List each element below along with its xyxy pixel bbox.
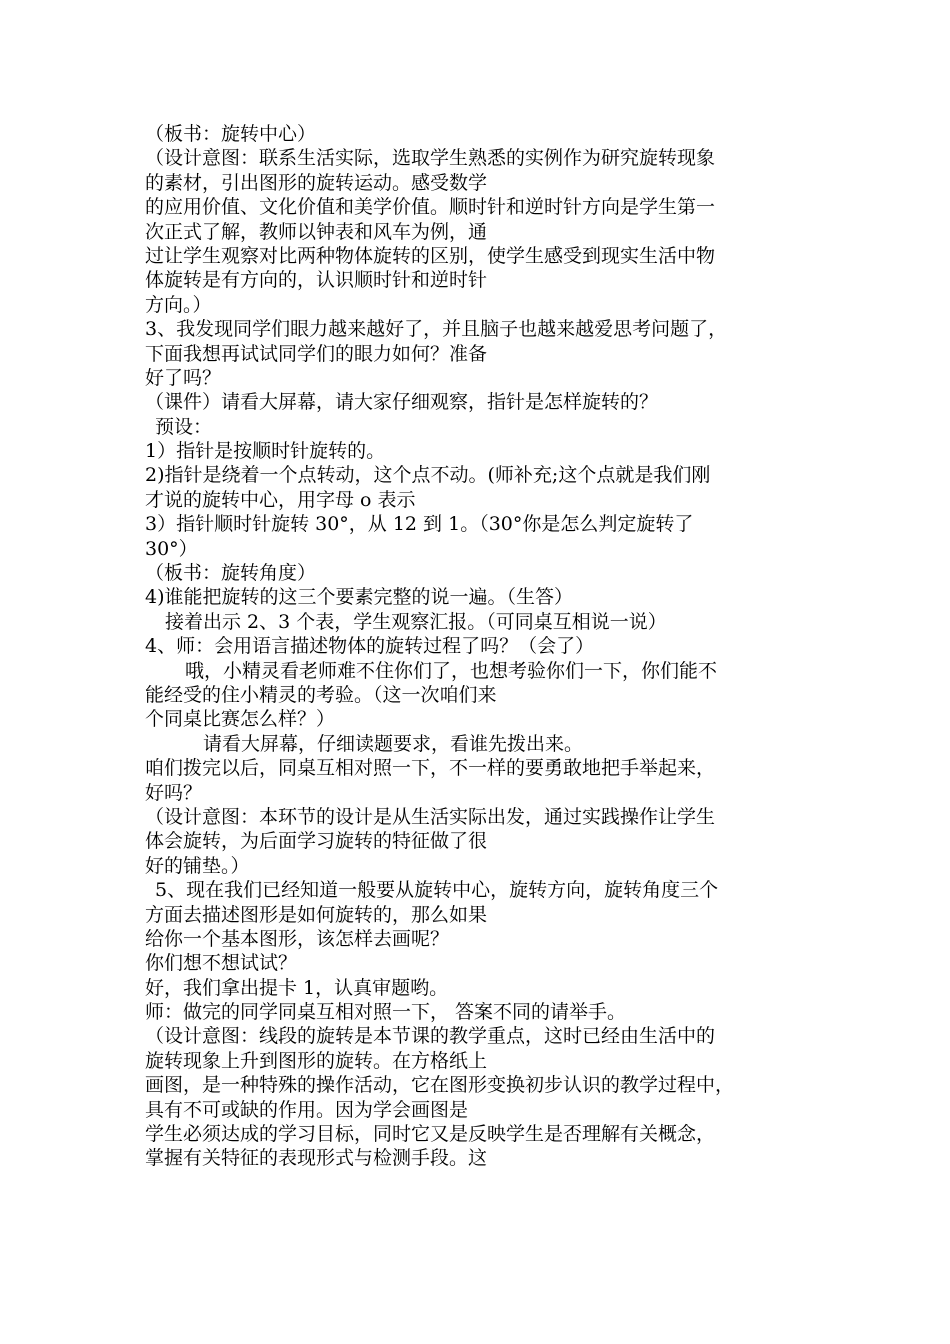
text-line: 请看大屏幕，仔细读题要求，看谁先拨出来。 [203, 732, 584, 755]
text-line: 5、现在我们已经知道一般要从旋转中心，旋转方向，旋转角度三个 [155, 879, 719, 902]
text-line: 次正式了解，教师以钟表和风车为例，通 [145, 220, 488, 243]
text-line: 旋转现象上升到图形的旋转。在方格纸上 [145, 1049, 488, 1072]
text-line: （板书：旋转角度） [145, 562, 317, 585]
text-line: 体旋转是有方向的，认识顺时针和逆时针 [145, 269, 488, 292]
text-line: 接着出示 2、3 个表，学生观察汇报。（可同桌互相说一说） [165, 610, 667, 633]
text-line: 方向。） [145, 293, 212, 316]
text-line: 学生必须达成的学习目标，同时它又是反映学生是否理解有关概念， [145, 1123, 716, 1146]
text-line: （设计意图：线段的旋转是本节课的教学重点，这时已经由生活中的 [145, 1025, 716, 1048]
text-line: （设计意图：联系生活实际，选取学生熟悉的实例作为研究旋转现象 [145, 147, 716, 170]
text-line: 掌握有关特征的表现形式与检测手段。这 [145, 1147, 488, 1170]
text-line: 给你一个基本图形，该怎样去画呢？ [145, 927, 450, 950]
text-line: 能经受的住小精灵的考验。（这一次咱们来 [145, 683, 497, 706]
text-line: 你们想不想试试？ [145, 952, 298, 975]
text-line: 的素材，引出图形的旋转运动。感受数学 [145, 171, 488, 194]
text-line: 的应用价值、文化价值和美学价值。顺时针和逆时针方向是学生第一 [145, 196, 716, 219]
text-line: 具有不可或缺的作用。因为学会画图是 [145, 1098, 469, 1121]
text-line: 3、我发现同学们眼力越来越好了，并且脑子也越来越爱思考问题了， [145, 318, 728, 341]
text-line: 才说的旋转中心，用字母 o 表示 [145, 488, 416, 511]
text-line: 30°） [145, 537, 198, 560]
text-line: 4)谁能把旋转的这三个要素完整的说一遍。（生答） [145, 586, 574, 609]
text-line: 师：做完的同学同桌互相对照一下， 答案不同的请举手。 [145, 1001, 627, 1024]
text-line: 好了吗？ [145, 366, 222, 389]
text-line: 好的铺垫。） [145, 854, 250, 877]
text-line: （设计意图：本环节的设计是从生活实际出发，通过实践操作让学生 [145, 805, 716, 828]
text-line: （板书：旋转中心） [145, 123, 317, 145]
text-line: （课件）请看大屏幕，请大家仔细观察，指针是怎样旋转的？ [145, 391, 659, 414]
text-line: 预设： [155, 415, 213, 438]
text-line: 1）指针是按顺时针旋转的。 [145, 440, 386, 463]
text-line: 哦，小精灵看老师难不住你们了，也想考验你们一下，你们能不 [185, 659, 718, 682]
text-line: 画图，是一种特殊的操作活动，它在图形变换初步认识的教学过程中， [145, 1074, 735, 1097]
document-page [145, 122, 825, 1171]
text-line: 个同桌比赛怎么样？） [145, 708, 336, 731]
text-line: 4、师：会用语言描述物体的旋转过程了吗？（会了） [145, 635, 595, 658]
text-line: 好，我们拿出提卡 1，认真审题哟。 [145, 976, 449, 999]
text-line: 好吗？ [145, 781, 203, 804]
text-line: 下面我想再试试同学们的眼力如何？准备 [145, 342, 488, 365]
text-line: 3）指针顺时针旋转 30°，从 12 到 1。（30°你是怎么判定旋转了 [145, 513, 694, 536]
text-line: 方面去描述图形是如何旋转的，那么如果 [145, 903, 488, 926]
text-line: 过让学生观察对比两种物体旋转的区别，使学生感受到现实生活中物 [145, 244, 716, 267]
text-line: 2)指针是绕着一个点转动，这个点不动。(师补充;这个点就是我们刚 [145, 464, 711, 487]
text-line: 咱们拨完以后，同桌互相对照一下，不一样的要勇敢地把手举起来， [145, 757, 716, 780]
text-line: 体会旋转，为后面学习旋转的特征做了很 [145, 830, 488, 853]
